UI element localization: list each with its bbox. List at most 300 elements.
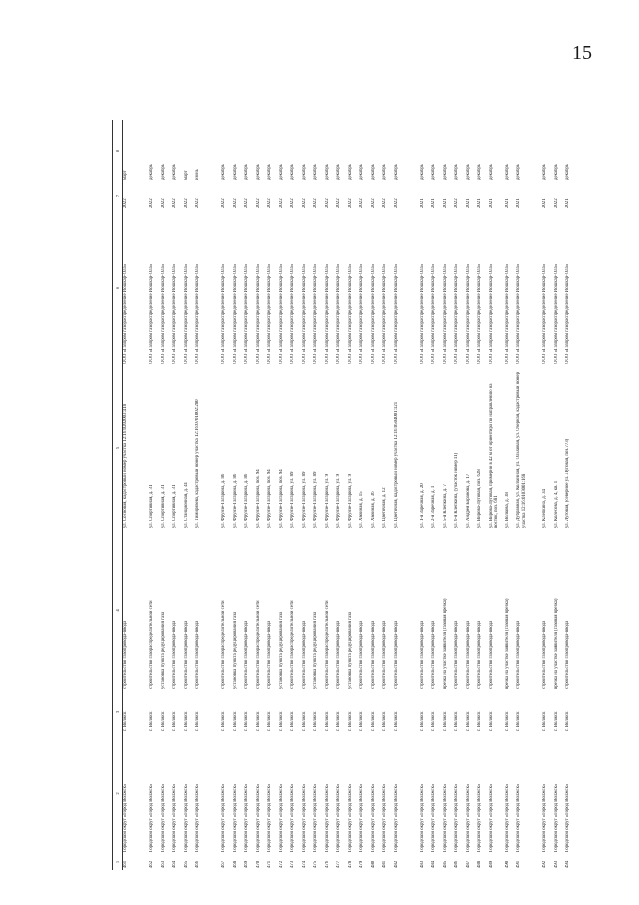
cell-col-6: ООО «Газпром газораспределение Йошкар-Ола» <box>290 263 295 364</box>
cell-col-1 <box>139 854 149 870</box>
cell-col-1: 471 <box>267 860 272 868</box>
cell-col-2: Городской округ «Город Волжск» <box>516 783 521 852</box>
cell-col-3: г. Волжск <box>370 711 376 731</box>
cell-col-3 <box>139 691 149 733</box>
table-row <box>244 120 256 870</box>
cell-col-4 <box>211 530 221 691</box>
cell-col-4: строительство газораспределительной сети <box>324 600 330 689</box>
table-row <box>161 120 173 870</box>
cell-col-3 <box>410 691 420 733</box>
cell-col-2: Городской округ «Город Волжск» <box>183 783 189 852</box>
cell-col-3: г. Волжск <box>232 711 238 731</box>
cell-col-8: декабрь <box>290 164 295 180</box>
cell-col-8: декабрь <box>565 164 570 180</box>
cell-col-7: 2022 <box>347 198 353 208</box>
cell-col-3 <box>532 691 542 733</box>
cell-col-8 <box>532 120 542 182</box>
cell-col-5: ул. Волкова, д. 38 <box>504 492 510 528</box>
cell-col-5: ул. Спортивная, д. 31 <box>172 484 177 528</box>
cell-col-6: ООО «Газпром газораспределение Йошкар-Ола» <box>160 263 166 364</box>
table-row <box>233 120 245 870</box>
cell-col-5: ул. Фрунзе-Гагарина, ул. 89 <box>301 471 307 528</box>
cell-col-2 <box>211 733 221 854</box>
cell-col-2: Городской округ «Город Волжск» <box>565 783 570 852</box>
cell-col-7 <box>532 182 542 210</box>
cell-col-8: декабрь <box>431 164 436 180</box>
cell-col-8: декабрь <box>442 164 448 180</box>
cell-col-7: 2022 <box>382 198 387 208</box>
cell-col-7: 2022 <box>359 198 364 208</box>
cell-col-5 <box>139 366 149 530</box>
cell-col-7 <box>410 182 420 210</box>
table-row <box>256 120 268 870</box>
cell-col-2: Городской округ «Город Волжск» <box>160 783 166 852</box>
cell-col-3: г. Волжск <box>244 711 249 731</box>
table-row <box>325 120 337 870</box>
cell-col-2: Городской округ «Город Волжск» <box>488 783 494 852</box>
cell-col-4: строительство газораспределительной сети <box>255 600 261 689</box>
table-row <box>195 120 211 870</box>
cell-col-4: строительство газопровода-ввода <box>370 620 376 689</box>
cell-col-3: г. Волжск <box>454 711 459 731</box>
cell-col-4 <box>532 530 542 691</box>
cell-col-1: 476 <box>324 860 330 868</box>
cell-col-4: строительство газопровода-ввода <box>565 620 570 689</box>
cell-col-1: 474 <box>301 860 307 868</box>
cell-col-4 <box>410 530 420 691</box>
cell-col-8: декабрь <box>488 164 494 180</box>
cell-col-7 <box>139 182 149 210</box>
cell-col-6: ООО «Газпром газораспределение Йошкар-Ола» <box>221 263 226 364</box>
cell-col-8: декабрь <box>454 164 459 180</box>
cell-col-3: г. Волжск <box>504 711 510 731</box>
cell-col-8: декабрь <box>516 164 521 180</box>
cell-col-2: Городской округ «Город Волжск» <box>290 783 295 852</box>
cell-col-8: декабрь <box>244 164 249 180</box>
cell-col-7: 2022 <box>278 198 284 208</box>
cell-col-3: г. Волжск <box>336 711 341 731</box>
cell-col-1 <box>211 854 221 870</box>
cell-col-1: 482 <box>393 860 399 868</box>
cell-col-3: г. Волжск <box>255 711 261 731</box>
cell-col-6 <box>139 210 149 366</box>
cell-col-5 <box>410 366 420 530</box>
cell-col-1: 461 <box>123 860 128 868</box>
cell-col-3: г. Волжск <box>172 711 177 731</box>
cell-col-3: г. Волжск <box>419 711 425 731</box>
cell-col-2: Городской округ «Город Волжск» <box>465 783 471 852</box>
cell-col-5: ул. Вирова-Луговая, поз. 628 <box>477 469 482 528</box>
cell-col-2: Городской округ «Город Волжск» <box>255 783 261 852</box>
table-row <box>267 120 279 870</box>
table-body <box>123 120 577 870</box>
cell-col-8: декабрь <box>542 164 547 180</box>
cell-col-1: 481 <box>382 860 387 868</box>
cell-col-4: строительство газопровода-ввода <box>195 620 200 689</box>
cell-col-2: Городской округ «Город Волжск» <box>553 783 559 852</box>
cell-col-3: г. Волжск <box>359 711 364 731</box>
cell-col-5: ул. Фрунзе-Гагарина, ул. 89 <box>290 471 295 528</box>
cell-col-3: г. Волжск <box>324 711 330 731</box>
cell-col-6: ООО «Газпром газораспределение Йошкар-Ола» <box>393 263 399 364</box>
cell-col-3: г. Волжск <box>278 711 284 731</box>
cell-col-2: Городской округ «Город Волжск» <box>278 783 284 852</box>
table-row <box>139 120 149 870</box>
cell-col-2: Городской округ «Город Волжск» <box>542 783 547 852</box>
cell-col-5: ул. Фрунзе-Гагарина, ул. 9 <box>324 473 330 528</box>
cell-col-8: декабрь <box>160 164 166 180</box>
cell-col-4: установка пункта редуцирования газа <box>232 611 238 689</box>
cell-col-4: врезка на участке заявителя (газовая врезка) <box>442 598 448 689</box>
cell-col-5: ул. Фрунзе-Гагарина, ул. 9 <box>336 473 341 528</box>
cell-col-2: Городской округ «Город Волжск» <box>431 783 436 852</box>
cell-col-5: ул. Фрунзе-Гагарина, поз. 94 <box>278 469 284 528</box>
cell-col-2 <box>410 733 420 854</box>
cell-col-3: г. Волжск <box>542 711 547 731</box>
cell-col-4: строительство газораспределительной сети <box>290 600 295 689</box>
cell-col-6: ООО «Газпром газораспределение Йошкар-Ола» <box>123 263 128 364</box>
cell-col-4: установка пункта редуцирования газа <box>347 611 353 689</box>
cell-col-1: 483 <box>419 860 425 868</box>
cell-col-2: Городской округ «Город Волжск» <box>267 783 272 852</box>
cell-col-8: декабрь <box>382 164 387 180</box>
cell-col-3: г. Волжск <box>195 711 200 731</box>
cell-col-7: 2022 <box>336 198 341 208</box>
column-header-2: 2 <box>113 733 123 854</box>
data-table <box>112 120 577 870</box>
cell-col-8: декабрь <box>149 164 154 180</box>
cell-col-8: декабрь <box>370 164 376 180</box>
cell-col-8: декабрь <box>504 164 510 180</box>
cell-col-6: ООО «Газпром газораспределение Йошкар-Ола» <box>465 263 471 364</box>
cell-col-5: ул. Фрунзе-Гагарина, поз. 94 <box>255 469 261 528</box>
cell-col-5 <box>532 366 542 530</box>
cell-col-5: ул. Тимирязева, кадастровый номер участка 12:16:0701002:280 <box>195 399 200 528</box>
table-row <box>290 120 302 870</box>
cell-col-1: 467 <box>221 860 226 868</box>
cell-col-1: 473 <box>290 860 295 868</box>
cell-col-1: 487 <box>465 860 471 868</box>
table-row <box>382 120 394 870</box>
column-header-4: 4 <box>113 530 123 691</box>
cell-col-4: строительство газопровода-ввода <box>301 620 307 689</box>
cell-col-7: 2021 <box>542 198 547 208</box>
cell-col-4: строительство газопровода-ввода <box>419 620 425 689</box>
cell-col-1: 472 <box>278 860 284 868</box>
cell-col-5: ул. 1-я Заречная, д. 20 <box>419 483 425 528</box>
cell-col-6: ООО «Газпром газораспределение Йошкар-Ола» <box>442 263 448 364</box>
cell-col-5: ул. Сосновая, кадастровый номер участка 12:16:0202003:418 <box>123 404 128 528</box>
cell-col-4: строительство газопровода-ввода <box>393 620 399 689</box>
cell-col-2 <box>139 733 149 854</box>
cell-col-7: 2022 <box>313 198 318 208</box>
cell-col-4 <box>139 530 149 691</box>
cell-col-6: ООО «Газпром газораспределение Йошкар-Ола» <box>336 263 341 364</box>
cell-col-2: Городской округ «Город Волжск» <box>347 783 353 852</box>
cell-col-4: строительство газопровода-ввода <box>516 620 521 689</box>
cell-col-4: строительство газопровода-ввода <box>431 620 436 689</box>
cell-col-3: г. Волжск <box>553 711 559 731</box>
cell-col-1: 475 <box>313 860 318 868</box>
cell-col-7: 2021 <box>419 198 425 208</box>
cell-col-3: г. Волжск <box>382 711 387 731</box>
cell-col-2: Городской округ «Город Волжск» <box>232 783 238 852</box>
cell-col-6: ООО «Газпром газораспределение Йошкар-Ола» <box>172 263 177 364</box>
cell-col-6: ООО «Газпром газораспределение Йошкар-Ола» <box>565 263 570 364</box>
cell-col-1: 462 <box>149 860 154 868</box>
cell-col-6: ООО «Газпром газораспределение Йошкар-Ола» <box>516 263 521 364</box>
cell-col-6: ООО «Газпром газораспределение Йошкар-Ола» <box>278 263 284 364</box>
column-header-6: 6 <box>113 210 123 366</box>
column-header-8: 8 <box>113 120 123 182</box>
cell-col-6: ООО «Газпром газораспределение Йошкар-Ола» <box>195 263 200 364</box>
cell-col-2: Городской округ «Город Волжск» <box>477 783 482 852</box>
cell-col-2: Городской округ «Город Волжск» <box>313 783 318 852</box>
cell-col-4: строительство газопровода-ввода <box>454 620 459 689</box>
cell-col-7: 2022 <box>195 198 200 208</box>
cell-col-1: 489 <box>488 860 494 868</box>
cell-col-5: ул. Фрунзе-Гагарина, поз. 94 <box>267 469 272 528</box>
table-row <box>466 120 478 870</box>
cell-col-3: г. Волжск <box>160 711 166 731</box>
cell-col-3: г. Волжск <box>123 711 128 731</box>
cell-col-6: ООО «Газпром газораспределение Йошкар-Ола» <box>488 263 494 364</box>
cell-col-1: 464 <box>172 860 177 868</box>
table-row <box>410 120 420 870</box>
cell-col-5: ул. Цветочная, д. 12 <box>382 487 387 528</box>
cell-col-3: г. Волжск <box>488 711 494 731</box>
cell-col-4: строительство газопровода-ввода <box>172 620 177 689</box>
cell-col-5: ул. Фрунзе-Гагарина, ул. 9 <box>347 473 353 528</box>
table-row <box>420 120 432 870</box>
cell-col-2: Городской округ «Город Волжск» <box>244 783 249 852</box>
cell-col-2: Городской округ «Город Волжск» <box>419 783 425 852</box>
cell-col-5: ул. Цветочная, кадастровый номер участка 12:16:0504001:121 <box>393 401 399 528</box>
cell-col-8: март <box>183 170 189 180</box>
cell-col-4: строительство газопровода-ввода <box>465 620 471 689</box>
cell-col-3: г. Волжск <box>301 711 307 731</box>
cell-col-2: Городской округ «Город Волжск» <box>221 783 226 852</box>
cell-col-1: 490 <box>504 860 510 868</box>
cell-col-7: 2022 <box>553 198 559 208</box>
cell-col-5: ул. Дубравная, ул. Колхозная, ул. Ольховая, ул. Озерная, кадастровый номер участка 12:16:0103001:168 <box>516 371 527 528</box>
cell-col-7: 2022 <box>221 198 226 208</box>
cell-col-5: ул. Фрунзе-Гагарина, д. 86 <box>221 473 226 528</box>
cell-col-5: ул. Хвойная, д. 36 <box>370 491 376 528</box>
cell-col-8: декабрь <box>393 164 399 180</box>
table-sheet <box>112 120 572 870</box>
page-number: 15 <box>572 42 592 64</box>
table-row <box>454 120 466 870</box>
cell-col-1: 480 <box>370 860 376 868</box>
column-header-5: 5 <box>113 366 123 530</box>
cell-col-3: г. Волжск <box>149 711 154 731</box>
table-row <box>172 120 184 870</box>
cell-col-7: 2021 <box>431 198 436 208</box>
cell-col-5: ул. Колесова, д. 4, кв. 1 <box>553 480 559 528</box>
cell-col-1: 494 <box>565 860 570 868</box>
cell-col-5: ул. Хвойная, д. 15 <box>359 491 364 528</box>
cell-col-5: ул. Андрея Баранова, д. 17 <box>465 473 471 528</box>
cell-col-6: ООО «Газпром газораспределение Йошкар-Ола» <box>244 263 249 364</box>
cell-col-4: установка пункта редуцирования газа <box>160 611 166 689</box>
cell-col-2: Городской округ «Город Волжск» <box>324 783 330 852</box>
table-row <box>542 120 554 870</box>
cell-col-8: декабрь <box>465 164 471 180</box>
cell-col-5: ул. Фрунзе-Гагарина, д. 86 <box>232 473 238 528</box>
cell-col-2: Городской округ «Город Волжск» <box>195 783 200 852</box>
cell-col-1 <box>410 854 420 870</box>
cell-col-7: 2022 <box>267 198 272 208</box>
cell-col-4: врезка на участке заявителя (газовая врезка) <box>553 598 559 689</box>
cell-col-3: г. Волжск <box>267 711 272 731</box>
table-header <box>113 120 123 870</box>
cell-col-5: ул. Вирова-Луговая, примерно в 42 м от ориентира по направлению на восток, поз. 681 <box>488 383 500 528</box>
cell-col-2: Городской округ «Город Волжск» <box>149 783 154 852</box>
cell-col-4: установка пункта редуцирования газа <box>278 611 284 689</box>
cell-col-6: ООО «Газпром газораспределение Йошкар-Ола» <box>313 263 318 364</box>
cell-col-6: ООО «Газпром газораспределение Йошкар-Ола» <box>553 263 559 364</box>
cell-col-4: строительство газопровода-ввода <box>488 620 494 689</box>
cell-col-8: декабрь <box>267 164 272 180</box>
cell-col-6: ООО «Газпром газораспределение Йошкар-Ола» <box>504 263 510 364</box>
cell-col-7: 2022 <box>255 198 261 208</box>
cell-col-5: ул. Станционная, д. 41 <box>183 481 189 528</box>
table-row <box>211 120 221 870</box>
cell-col-5: ул. Спортивная, д. 31 <box>160 484 166 528</box>
cell-col-4: строительство газопровода-ввода <box>477 620 482 689</box>
table-row <box>184 120 196 870</box>
cell-col-8: март <box>123 170 128 180</box>
cell-col-4: строительство газопровода-ввода <box>244 620 249 689</box>
cell-col-4: врезка на участке заявителя (газовая врезка) <box>504 598 510 689</box>
cell-col-8: декабрь <box>313 164 318 180</box>
cell-col-5 <box>211 366 221 530</box>
table-row <box>477 120 489 870</box>
cell-col-5: ул. Фрунзе-Гагарина, д. 86 <box>244 473 249 528</box>
cell-col-5: ул. Спортивная, д. 31 <box>149 484 154 528</box>
cell-col-8: декабрь <box>553 164 559 180</box>
cell-col-4: строительство газораспределительной сети <box>221 600 226 689</box>
cell-col-1: 469 <box>244 860 249 868</box>
cell-col-8: декабрь <box>324 164 330 180</box>
cell-col-8: декабрь <box>336 164 341 180</box>
cell-col-7 <box>211 182 221 210</box>
cell-col-8: декабрь <box>359 164 364 180</box>
cell-col-8 <box>211 120 221 182</box>
cell-col-8: декабрь <box>347 164 353 180</box>
table-row <box>532 120 542 870</box>
header-row <box>113 120 123 870</box>
cell-col-6: ООО «Газпром газораспределение Йошкар-Ола» <box>382 263 387 364</box>
table-row <box>302 120 314 870</box>
table-row <box>221 120 233 870</box>
cell-col-6: ООО «Газпром газораспределение Йошкар-Ола» <box>454 263 459 364</box>
cell-col-1: 479 <box>359 860 364 868</box>
table-row <box>554 120 566 870</box>
cell-col-1: 493 <box>553 860 559 868</box>
cell-col-8: декабрь <box>255 164 261 180</box>
cell-col-5: ул. Клепкина, д. 34 <box>542 489 547 528</box>
cell-col-2: Городской округ «Город Волжск» <box>504 783 510 852</box>
table-row <box>279 120 291 870</box>
cell-col-4: строительство газопровода-ввода <box>183 620 189 689</box>
cell-col-8: декабрь <box>278 164 284 180</box>
cell-col-2: Городской округ «Город Волжск» <box>370 783 376 852</box>
cell-col-5: ул. 5-я Клепкина, д. 7 <box>442 484 448 528</box>
cell-col-6 <box>211 210 221 366</box>
cell-col-6: ООО «Газпром газораспределение Йошкар-Ола» <box>301 263 307 364</box>
cell-col-6: ООО «Газпром газораспределение Йошкар-Ола» <box>477 263 482 364</box>
cell-col-5: ул. 2-я Заречная, д. 1 <box>431 485 436 528</box>
cell-col-7: 2022 <box>172 198 177 208</box>
cell-col-1 <box>532 854 542 870</box>
cell-col-7: 2022 <box>324 198 330 208</box>
table-row <box>348 120 360 870</box>
cell-col-7: 2022 <box>244 198 249 208</box>
cell-col-5: ул. Фрунзе-Гагарина, ул. 89 <box>313 471 318 528</box>
cell-col-7: 2022 <box>183 198 189 208</box>
cell-col-3: г. Волжск <box>313 711 318 731</box>
cell-col-1: 486 <box>454 860 459 868</box>
cell-col-6: ООО «Газпром газораспределение Йошкар-Ола» <box>419 263 425 364</box>
cell-col-8: декабрь <box>477 164 482 180</box>
table-row <box>149 120 161 870</box>
table-row <box>431 120 443 870</box>
table-row <box>394 120 410 870</box>
cell-col-6: ООО «Газпром газораспределение Йошкар-Ола» <box>542 263 547 364</box>
cell-col-4: строительство газораспределительной сети <box>149 600 154 689</box>
cell-col-1: 470 <box>255 860 261 868</box>
cell-col-3: г. Волжск <box>477 711 482 731</box>
cell-col-6: ООО «Газпром газораспределение Йошкар-Ола» <box>359 263 364 364</box>
cell-col-2: Городской округ «Город Волжск» <box>301 783 307 852</box>
rotated-table-wrapper <box>112 120 572 870</box>
cell-col-1: 492 <box>542 860 547 868</box>
cell-col-3: г. Волжск <box>183 711 189 731</box>
cell-col-6: ООО «Газпром газораспределение Йошкар-Ола» <box>324 263 330 364</box>
cell-col-4: установка пункта редуцирования газа <box>313 611 318 689</box>
cell-col-7: 2021 <box>565 198 570 208</box>
cell-col-2: Городской округ «Город Волжск» <box>382 783 387 852</box>
cell-col-1: 465 <box>183 860 189 868</box>
cell-col-1: 478 <box>347 860 353 868</box>
cell-col-3: г. Волжск <box>221 711 226 731</box>
cell-col-1: 485 <box>442 860 448 868</box>
cell-col-6: ООО «Газпром газораспределение Йошкар-Ола» <box>149 263 154 364</box>
cell-col-8: декабрь <box>221 164 226 180</box>
cell-col-5: ул. Луговая, (северное ул. Луговая, поз.773) <box>565 438 570 528</box>
cell-col-1: 488 <box>477 860 482 868</box>
cell-col-7: 2022 <box>123 198 128 208</box>
cell-col-2: Городской округ «Город Волжск» <box>359 783 364 852</box>
cell-col-2: Городской округ «Город Волжск» <box>172 783 177 852</box>
cell-col-1: 491 <box>516 860 521 868</box>
table-row <box>359 120 371 870</box>
cell-col-4: строительство газопровода-ввода <box>542 620 547 689</box>
table-row <box>123 120 140 870</box>
table-row <box>516 120 532 870</box>
cell-col-4: строительство газопровода-ввода <box>267 620 272 689</box>
cell-col-6: ООО «Газпром газораспределение Йошкар-Ола» <box>347 263 353 364</box>
cell-col-5: ул. 6-я Клепкина, (участок номер 11) <box>454 452 459 528</box>
cell-col-7: 2022 <box>454 198 459 208</box>
cell-col-7: 2021 <box>465 198 471 208</box>
cell-col-3: г. Волжск <box>290 711 295 731</box>
cell-col-2: Городской округ «Город Волжск» <box>454 783 459 852</box>
cell-col-6 <box>532 210 542 366</box>
cell-col-8 <box>139 120 149 182</box>
